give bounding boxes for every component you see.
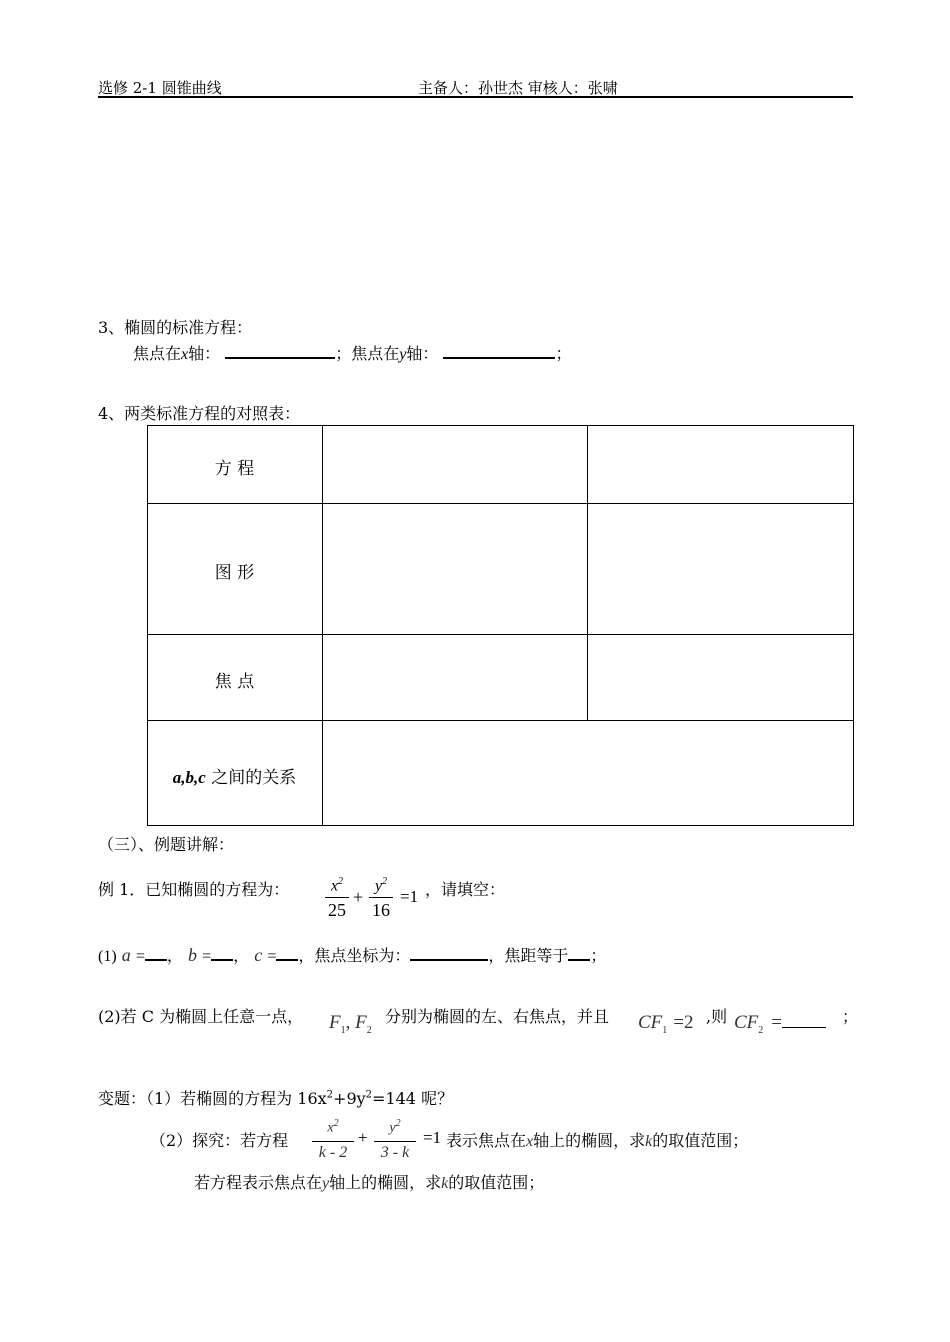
ex1-eq: =1 bbox=[400, 887, 419, 906]
ex1-frac2-sup: 2 bbox=[382, 876, 388, 887]
y-var: y bbox=[399, 346, 407, 363]
v2-frac2-den: 3 - k bbox=[380, 1143, 410, 1161]
q2-F1: F bbox=[329, 1012, 341, 1033]
v1-sup1: 2 bbox=[326, 1089, 334, 1101]
q1-line bbox=[98, 943, 606, 966]
table-hline bbox=[147, 425, 854, 426]
section3-line bbox=[133, 341, 571, 364]
q2-CF2-blank[interactable] bbox=[782, 1013, 826, 1028]
v1-sup2: 2 bbox=[365, 1089, 373, 1101]
v1-mid: +9y bbox=[333, 1089, 366, 1108]
v2-text3: 的取值范围； bbox=[652, 1131, 749, 1150]
q2-CF1-eq: =2 bbox=[673, 1012, 694, 1033]
variant1-line bbox=[98, 1086, 453, 1109]
q2-F2: F bbox=[355, 1012, 367, 1033]
v2-text1: 表示焦点在 bbox=[446, 1131, 527, 1150]
ex1-frac1-den: 25 bbox=[328, 900, 346, 921]
q2-CF2-eq: = bbox=[771, 1012, 782, 1033]
v2-frac1-num: x bbox=[327, 1120, 334, 1136]
q1-a-eq: = bbox=[135, 948, 145, 965]
q2-cf2 bbox=[734, 1012, 826, 1036]
row-label-abc bbox=[147, 763, 322, 788]
ex1-prefix: 例 1．已知椭圆的方程为： bbox=[98, 880, 290, 899]
table-vline bbox=[587, 425, 588, 721]
abc-vars: a,b,c bbox=[172, 768, 206, 787]
v2-fraction-x bbox=[312, 1115, 354, 1164]
section4-title: 4、两类标准方程的对照表： bbox=[98, 404, 301, 423]
x-axis-suffix: 轴： bbox=[188, 344, 221, 363]
q1-comma-a: ， bbox=[166, 946, 183, 965]
v2-plus: + bbox=[358, 1128, 368, 1147]
v2-frac2-sup: 2 bbox=[395, 1118, 401, 1129]
row-label-focus: 焦 点 bbox=[214, 672, 255, 692]
x-var: x bbox=[181, 346, 189, 363]
q2-mid: 分别为椭圆的左、右焦点，并且 bbox=[385, 1007, 610, 1026]
table-vline bbox=[322, 425, 323, 826]
v1-prefix: 变题：（1）若椭圆的方程为 16x bbox=[98, 1089, 327, 1108]
q1-focus-blank[interactable] bbox=[410, 947, 488, 961]
v3-text1: 若方程表示焦点在 bbox=[194, 1173, 323, 1192]
abc-relation: 之间的关系 bbox=[205, 768, 297, 788]
v2-frac1-sup: 2 bbox=[333, 1118, 339, 1129]
ex1-fraction-y bbox=[369, 872, 393, 922]
table-hline bbox=[147, 720, 854, 721]
row-label-equation: 方 程 bbox=[214, 459, 255, 479]
v2-fraction-y bbox=[374, 1115, 416, 1164]
v2-text bbox=[446, 1128, 748, 1151]
q1-b-eq: = bbox=[202, 948, 212, 965]
q2-foci: $F_1$, $F_2$ bbox=[329, 1012, 372, 1036]
x-axis-prefix: 焦点在 bbox=[133, 344, 182, 363]
v3-k: k bbox=[441, 1175, 449, 1192]
v3-text2: 轴上的椭圆，求 bbox=[329, 1173, 442, 1192]
v3-y: y bbox=[322, 1175, 330, 1192]
q2-end: ； bbox=[842, 1007, 859, 1026]
q1-b: b bbox=[187, 945, 197, 965]
v2-eq: =1 bbox=[423, 1128, 442, 1147]
q1-c: c bbox=[254, 945, 263, 965]
v2-frac2-num: y bbox=[389, 1120, 396, 1136]
q1-dist-label: ，焦距等于 bbox=[488, 946, 569, 965]
q1-end: ； bbox=[590, 946, 607, 965]
y-axis-blank[interactable] bbox=[443, 345, 555, 359]
q1-c-blank[interactable] bbox=[276, 947, 298, 961]
ex1-frac2-den: 16 bbox=[372, 900, 390, 921]
ex1-plus: + bbox=[353, 887, 364, 907]
q1-b-blank[interactable] bbox=[211, 947, 233, 961]
q2-F1-sub: 1 bbox=[340, 1024, 346, 1036]
q1-focus-label: ，焦点坐标为： bbox=[298, 946, 411, 965]
section3-end: ； bbox=[555, 344, 572, 363]
row-label-graph: 图 形 bbox=[214, 563, 255, 583]
q2-F2-sub: 2 bbox=[366, 1024, 372, 1036]
q1-a: a bbox=[121, 945, 131, 965]
ex1-frac1-sup: 2 bbox=[338, 876, 344, 887]
v2-k: k bbox=[645, 1133, 653, 1150]
table-hline bbox=[147, 825, 854, 826]
q2-CF2: CF bbox=[734, 1012, 759, 1033]
q2-then: ,则 bbox=[706, 1007, 728, 1026]
v3-text3: 的取值范围； bbox=[448, 1173, 545, 1192]
table-hline bbox=[147, 634, 854, 635]
v3-line bbox=[194, 1170, 544, 1193]
ex1-fraction-x bbox=[325, 872, 349, 922]
v2-frac1-den: k - 2 bbox=[318, 1143, 348, 1161]
q1-label: (1) bbox=[98, 948, 117, 965]
ex1-frac1-num: x bbox=[330, 877, 339, 895]
q2-CF1: CF bbox=[638, 1012, 663, 1033]
q1-a-blank[interactable] bbox=[145, 947, 167, 961]
header-rule bbox=[98, 96, 853, 98]
ex1-suffix: ，请填空： bbox=[425, 880, 506, 899]
v2-prefix: （2）探究：若方程 bbox=[150, 1131, 289, 1150]
ex1-frac2-num: y bbox=[374, 877, 383, 895]
y-axis-sep: ；焦点在 bbox=[335, 344, 400, 363]
v2-x: x bbox=[526, 1133, 534, 1150]
header-right: 主备人：孙世杰 审核人：张啸 bbox=[418, 79, 618, 97]
x-axis-blank[interactable] bbox=[225, 345, 335, 359]
q2-CF1-sub: 1 bbox=[662, 1024, 668, 1036]
q2-prefix: (2)若 C 为椭圆上任意一点， bbox=[98, 1007, 304, 1026]
examples-heading: （三）、例题讲解： bbox=[98, 835, 235, 854]
header-left: 选修 2-1 圆锥曲线 bbox=[98, 79, 222, 97]
v2-text2: 轴上的椭圆，求 bbox=[533, 1131, 646, 1150]
q1-dist-blank[interactable] bbox=[568, 947, 590, 961]
q2-CF2-sub: 2 bbox=[758, 1024, 764, 1036]
section3-title: 3、椭圆的标准方程： bbox=[98, 318, 253, 337]
q2-cf1 bbox=[638, 1012, 694, 1036]
table-vline bbox=[853, 425, 854, 826]
q1-c-eq: = bbox=[267, 948, 277, 965]
table-hline bbox=[147, 503, 854, 504]
y-axis-suffix: 轴： bbox=[406, 344, 439, 363]
v1-end: =144 呢？ bbox=[372, 1089, 454, 1108]
q1-comma-b: ， bbox=[233, 946, 250, 965]
